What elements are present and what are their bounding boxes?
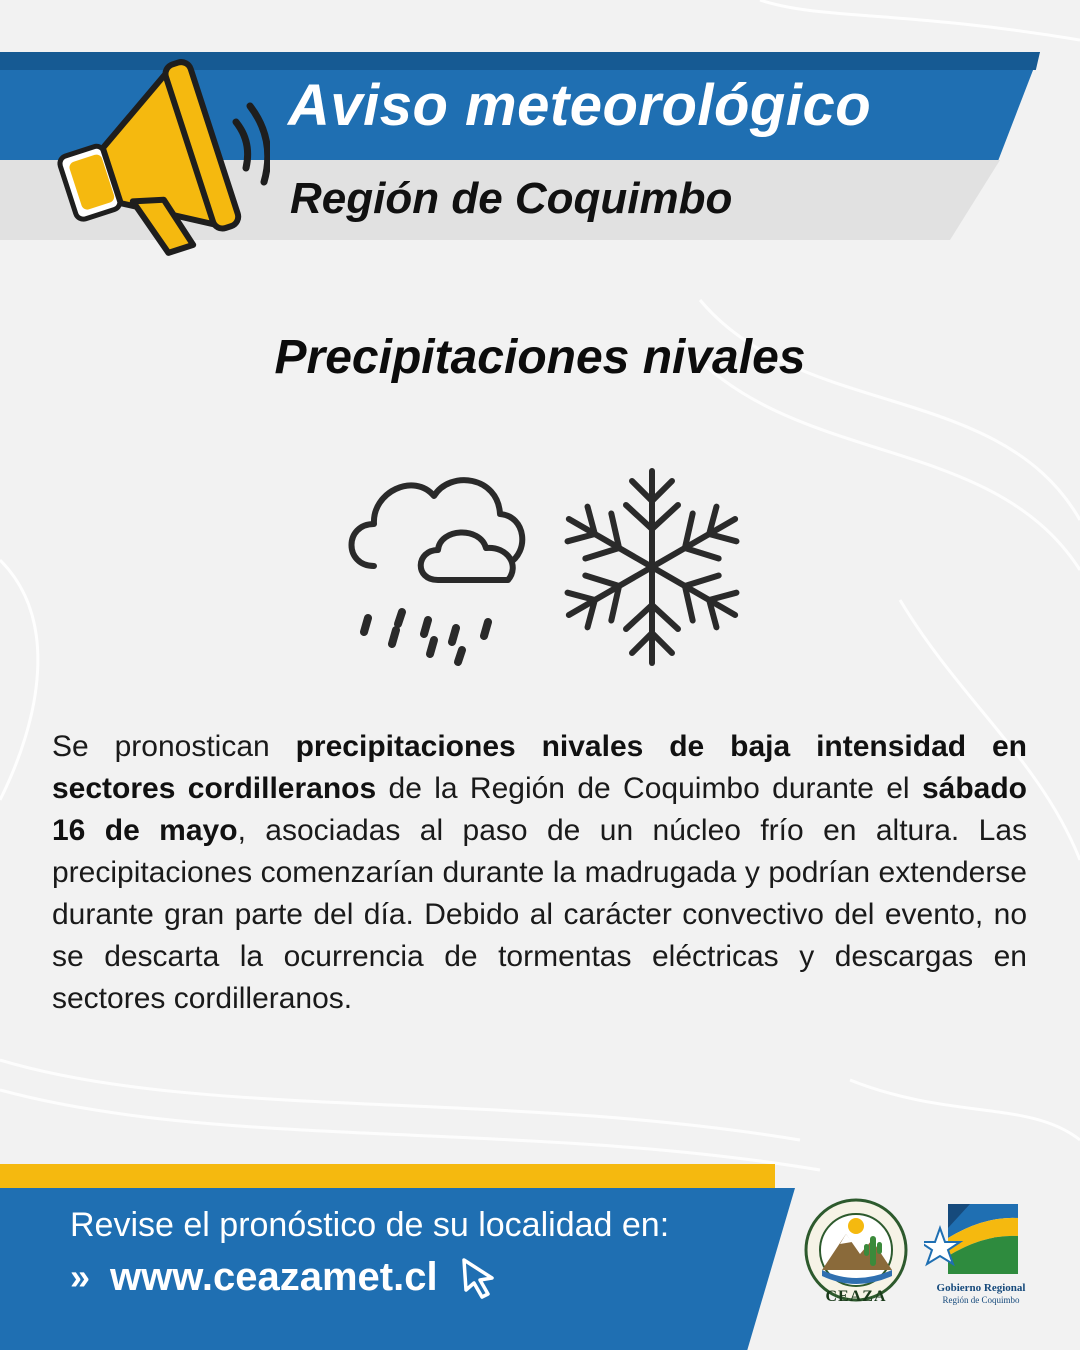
gore-caption-line2: Región de Coquimbo (942, 1295, 1020, 1305)
alert-description (52, 726, 1027, 1020)
ceazamet-link[interactable]: www.ceazamet.cl (110, 1254, 438, 1299)
body-text-3: , asociadas al paso de un núcleo frío en altura. Las precipitaciones comenzarían durante la madrugada y podrían extenderse durante gran parte del día. Debido al carácter convectivo del evento, no se descarta la ocurrencia de tormentas eléctricas y descargas en sectores cordilleranos. (52, 814, 1028, 1015)
alert-heading: Precipitaciones nivales (274, 331, 806, 384)
body-text-2: de la Región de Coquimbo durante el (376, 772, 922, 805)
body-bold-1: precipitaciones nivales de baja intensidad en sectores cordilleranos (52, 730, 1027, 805)
footer-link-row[interactable] (70, 1252, 502, 1302)
region-subtitle: Región de Coquimbo (290, 174, 733, 223)
body-text-1: Se pronostican (52, 730, 296, 763)
snowflake-icon (556, 471, 748, 663)
gore-caption-line1: Gobierno Regional (936, 1282, 1026, 1294)
footer-prompt: Revise el pronóstico de su localidad en: (70, 1206, 670, 1244)
cursor-pointer-icon (456, 1254, 502, 1300)
chevron-right-icon: » (70, 1256, 85, 1297)
page-title: Aviso meteorológico (288, 73, 872, 138)
weather-icons (330, 462, 750, 672)
cloud-rain-icon (352, 480, 523, 662)
body-bold-date: sábado 16 de mayo (52, 772, 1027, 847)
megaphone-icon (40, 40, 270, 260)
ceaza-logo-text: CEAZA (825, 1288, 887, 1305)
